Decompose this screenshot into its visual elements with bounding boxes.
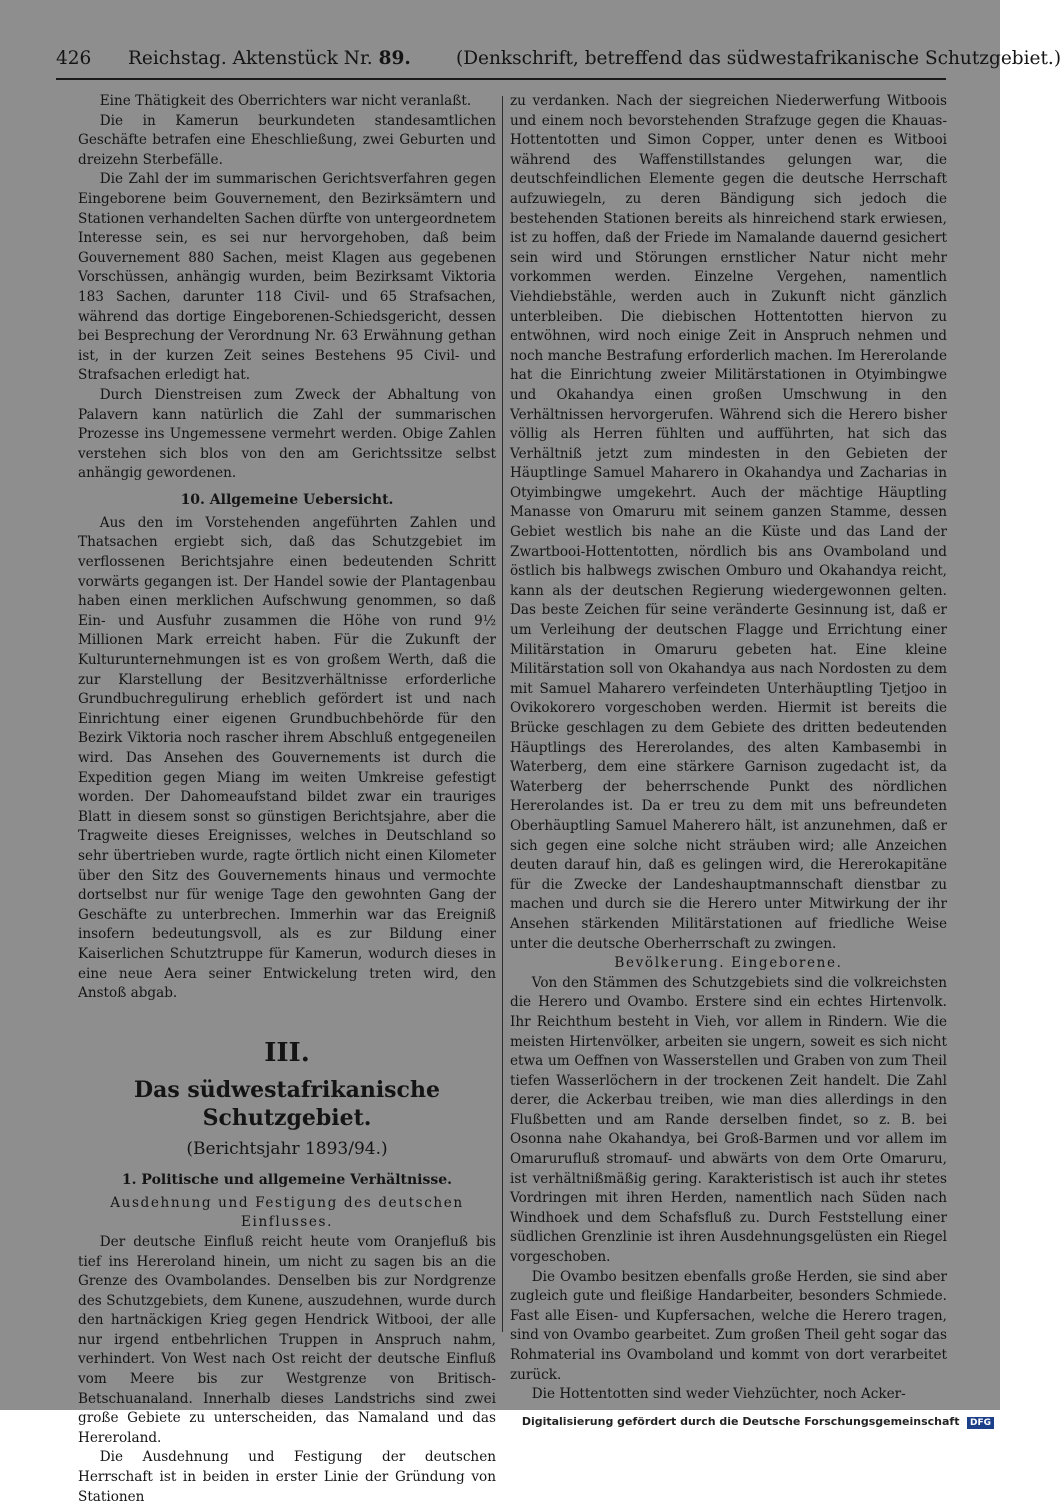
right-column	[510, 92, 947, 1405]
chapter-title: Das südwestafrikanische Schutzgebiet.	[134, 1076, 440, 1131]
paragraph: Aus den im Vorstehenden angeführten Zahlen und Thatsachen ergiebt sich, daß das Schutzgebiet im verflossenen Berichtsjahre einen bedeutenden Schritt vorwärts gegangen ist. Der Handel sowie der Plantagenbau haben einen merklichen Aufschwung genommen, so daß Ein- und Ausfuhr zusammen die Höhe von rund 9½ Millionen Mark erreicht haben. Für die Zukunft der Kulturunternehmungen ist es von großem Werth, daß die zur Klarstellung der Besitzverhältnisse erforderliche Grundbuchregulirung erheblich gefördert ist und nach Einrichtung einer eigenen Grundbuchbehörde für den Bezirk Viktoria noch rascher ihrem Abschluß entgegeneilen wird. Das Ansehen des Gouvernements ist durch die Expedition gegen Miang im weiten Umkreise gefestigt worden. Der Dahomeaufstand bildet zwar ein trauriges Blatt in diesem sonst so günstigen Berichtsjahre, aber die Tragweite dieses Ereignisses, welches in Deutschland so sehr übertrieben wurde, ragte örtlich nicht einen Kilometer über den Sitz des Gouvernements hinaus und vermochte dortselbst nur für wenige Tage den gewohnten Gang der Geschäfte zu unterbrechen. Immerhin war das Ereigniß insofern bedeutungsvoll, als es zur Bildung einer Kaiserlichen Schutztruppe für Kamerun, wodurch dieses in eine neue Aera seiner Entwickelung treten wird, den Anstoß abgab.	[78, 514, 496, 1002]
paragraph: zu verdanken. Nach der siegreichen Niederwerfung Witboois und einem noch bevorstehenden Strafzuge gegen die Khauas-Hottentotten und Simon Copper, unter denen es Witbooi während des Waffenstillstandes gelungen war, die deutschfeindlichen Elemente gegen die deutsche Herrschaft aufzuwiegeln, zu deren Bändigung sich jedoch die bestehenden Stationen bereits als hinreichend stark erwiesen, ist zu hoffen, daß der Friede im Namalande dauernd gesichert sein wird und Störungen ernstlicher Natur nicht mehr vorkommen werden. Einzelne Vergehen, namentlich Viehdiebstähle, werden auch in Zukunft nicht gänzlich unterbleiben. Die diebischen Hottentotten hiervon zu entwöhnen, wird noch einige Zeit in Anspruch nehmen und noch manche Bestrafung erforderlich machen. Im Hererolande hat die Einrichtung zweier Militärstationen in Otyimbingwe und Okahandya einen großen Umschwung in den Verhältnissen hervorgerufen. Während sich die Herero bisher völlig als Herren fühlten und aufführten, hat sich das Verhältniß jetzt zum mindesten in den Gebieten der Häuptlinge Samuel Maharero in Okahandya und Zacharias in Otyimbingwe umgekehrt. Auch der mächtige Häuptling Manasse von Omaruru mit seinem ganzen Stamme, dessen Gebiet westlich bis nahe an die Küste und das Land der Zwartbooi-Hottentotten, nördlich bis ans Ovamboland und östlich bis halbwegs zwischen Omburo und Okahandya reicht, kann als der deutschen Regierung wiedergewonnen gelten. Das beste Zeichen für seine veränderte Gesinnung ist, daß er um Verleihung der deutschen Flagge und Errichtung einer Militärstation in Omaruru gebeten hat. Eine kleine Militärstation soll von Okahandya aus nach Nordosten zu dem mit Samuel Maharero verfeindeten Unterhäuptling Tjetjoo in Ovikokorero vorgeschoben werden. Hiermit ist bereits die Brücke geschlagen zu dem Gebiete des dritten bedeutenden Häuptlings des Hererolandes, des alten Kambasembi in Waterberg, dem eine stärkere Garnison zugedacht ist, da Waterberg der beherrschende Punkt des nördlichen Hererolandes ist. Da er treu zu dem mit uns befreundeten Oberhäuptling Samuel Maherero hält, ist anzunehmen, daß er sich gegen eine solche nicht sträuben wird; alle Anzeichen deuten darauf hin, daß es gelingen wird, die Hererokapitäne für die Zwecke der Landeshauptmannschaft dienstbar zu machen und durch sie die Herero unter Mitwirkung der ihr Ansehen stärkenden Militärstationen auf friedliche Weise unter die deutsche Oberherrschaft zu zwingen.	[510, 93, 947, 952]
section-heading: 1. Politische und allgemeine Verhältnisse.	[121, 1171, 453, 1188]
paragraph: Der deutsche Einfluß reicht heute vom Oranjefluß bis tief ins Hereroland hinein, um nicht zu sagen bis an die Grenze des Ovambolandes. Denselben bis zur Nordgrenze des Schutzgebiets, dem Kunene, auszudehnen, wurde durch den hartnäckigen Krieg gegen Hendrick Witbooi, der alle nur irgend entbehrlichen Truppen in Anspruch nahm, verhindert. Von West nach Ost reicht der deutsche Einfluß vom Meere bis zur Westgrenze von Britisch-Betschuanaland. Innerhalb dieses Landstrichs sind zwei große Gebiete zu unterscheiden, das Namaland und das Hereroland.	[78, 1233, 496, 1446]
paragraph: Eine Thätigkeit des Oberrichters war nicht veranlaßt.	[99, 93, 472, 109]
page-header	[56, 44, 1061, 74]
dfg-logo: DFG	[967, 1417, 994, 1429]
paragraph: Von den Stämmen des Schutzgebiets sind die volkreichsten die Herero und Ovambo. Erstere sind ein echtes Hirtenvolk. Ihr Reichthum besteht in Vieh, vor allem in Rindern. Wie die meisten Hirtenvölker, arbeiten sie ungern, soweit es sich nicht etwa um Oeffnen von Wasserstellen und Graben von zum Theil tiefen Wasserlöchern in der trockenen Zeit handelt. Die Zahl derer, die Ackerbau treiben, wie man dies allerdings in den Flußbetten und am Rande derselben findet, so z. B. bei Osonna nahe Okahandya, bei Groß-Barmen und vor allem im Omarurufluß stromauf- und abwärts von dem Orte Omaruru, ist verhältnißmäßig gering. Karakteristisch ist auch ihr stetes Vordringen mit ihren Herden, namentlich nach Süden nach Windhoek und dem Schafsfluß zu. Durch Feststellung einer südlichen Grenzlinie ist ihren Ausdehnungsgelüsten ein Riegel vorgeschoben.	[510, 974, 947, 1266]
header-title	[128, 44, 411, 74]
subheading: Bevölkerung. Eingeborene.	[614, 955, 843, 972]
chapter-number: III.	[264, 1037, 310, 1068]
paragraph: Die Ovambo besitzen ebenfalls große Herden, sie sind aber zugleich gute und fleißige Handarbeiter, besonders Schmiede. Fast alle Eisen- und Kupfersachen, welche die Herero tragen, sind von Ovambo gearbeitet. Zum großen Theil geht sogar das Rohmaterial ins Ovamboland und kommt von dort verarbeitet zurück.	[510, 1268, 947, 1383]
header-title-text: Reichstag. Aktenstück Nr.	[128, 48, 373, 69]
report-year: (Berichtsjahr 1893/94.)	[186, 1138, 388, 1159]
document-number: 89.	[378, 48, 411, 69]
header-rule	[56, 78, 946, 80]
paragraph: Die Zahl der im summarischen Gerichtsverfahren gegen Eingeborene beim Gouvernement, den Bezirksämtern und Stationen verhandelten Sachen dürfte von untergeordnetem Interesse sein, es sei nur hervorgehoben, daß beim Gouvernement 880 Sachen, meist Klagen aus gegebenen Vorschüssen, anhängig wurden, beim Bezirksamt Viktoria 183 Sachen, darunter 118 Civil- und 65 Strafsachen, während das dortige Eingeborenen-Schiedsgericht, dessen bei Besprechung der Verordnung Nr. 63 Erwähnung gethan ist, in der kurzen Zeit seines Bestehens 95 Civil- und Strafsachen erledigt hat.	[78, 171, 496, 384]
paragraph: Die Hottentotten sind weder Viehzüchter, noch Acker-	[531, 1386, 906, 1403]
subheading: Ausdehnung und Festigung des deutschen Einflusses.	[110, 1194, 464, 1231]
footer-text: Digitalisierung gefördert durch die Deutsche Forschungsgemeinschaft	[521, 1415, 960, 1428]
paragraph: Durch Dienstreisen zum Zweck der Abhaltung von Palavern kann natürlich die Zahl der summarischen Prozesse ins Ungemessene vermehrt werden. Obige Zahlen verstehen sich blos von den am Gerichtssitze selbst anhängig gewordenen.	[78, 386, 496, 482]
header-subtitle: (Denkschrift, betreffend das südwestafrikanische Schutzgebiet.)	[456, 48, 1061, 69]
page-number: 426	[56, 48, 92, 69]
column-divider	[502, 96, 503, 1332]
section-heading: 10. Allgemeine Uebersicht.	[180, 491, 394, 508]
left-column	[78, 92, 496, 1507]
paragraph: Die in Kamerun beurkundeten standesamtlichen Geschäfte betrafen eine Eheschließung, zwei Geburten und dreizehn Sterbefälle.	[78, 112, 496, 168]
digitization-footer	[480, 1414, 994, 1430]
paragraph: Die Ausdehnung und Festigung der deutschen Herrschaft ist in beiden in erster Linie der Gründung von Stationen	[78, 1449, 496, 1505]
